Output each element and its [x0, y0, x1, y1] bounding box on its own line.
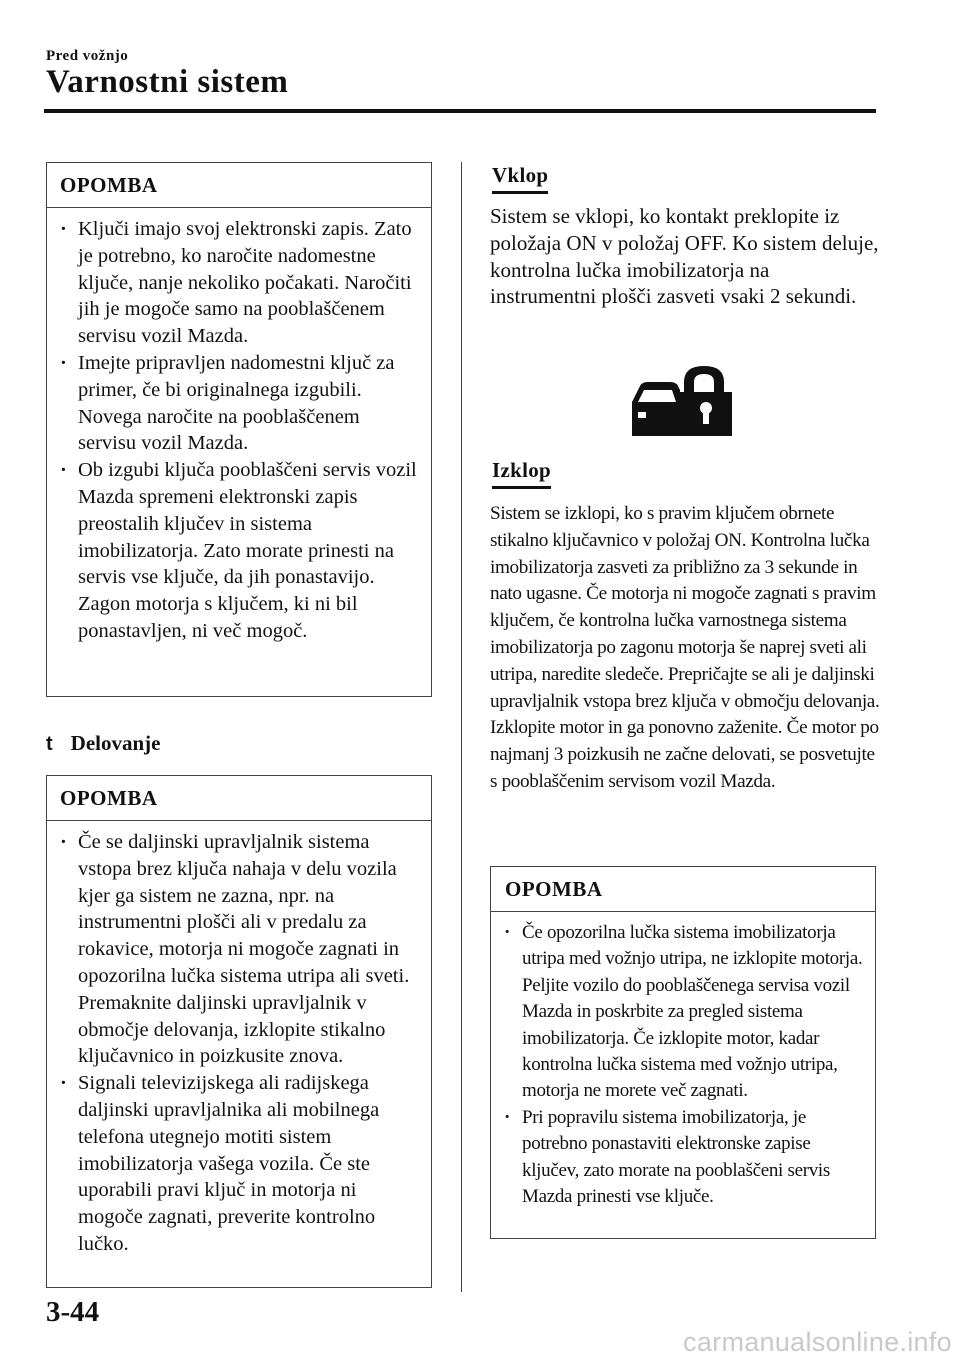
- section-marker: t: [46, 733, 53, 755]
- page-number: 3-44: [46, 1296, 100, 1328]
- note-item: · Signali televizijskega ali radijskega daljinski upravljalnika ali mobilnega telefona utegnejo motiti sistem imobilizatorja vašega vozila. Če ste uporabili pravi ključ in motorja ni mogoče zagnati, preverite kontrolno lučko.: [47, 1070, 421, 1258]
- note-label: OPOMBA: [47, 163, 431, 208]
- izklop-text: [490, 501, 880, 796]
- section-heading: [46, 731, 161, 756]
- immobilizer-warning-icon: [628, 362, 734, 438]
- vklop-paragraph: Sistem se vklopi, ko kontakt preklopite iz položaja ON v položaj OFF. Ko sistem deluje, kontrolna lučka imobilizatorja na instrumentni plošči zasveti vsaki 2 sekundi.: [490, 204, 879, 309]
- note-item: · Pri popravilu sistema imobilizatorja, je potrebno ponastaviti elektronske zapise ključev, zato morate na pooblaščeni servis Mazda prinesti vse ključe.: [491, 1105, 865, 1211]
- note-label: OPOMBA: [47, 776, 431, 821]
- header-section-label: Pred vožnjo: [46, 48, 129, 64]
- izklop-heading: Izklop: [492, 458, 551, 482]
- note-label: OPOMBA: [491, 867, 875, 912]
- note-item-extra: Zagon motorja s ključem, ki ni bil ponastavljen, ni več mogoč.: [78, 593, 358, 642]
- note-list: [491, 912, 875, 1218]
- note-item: · Če opozorilna lučka sistema imobilizatorja utripa med vožnjo utripa, ne izklopite motorja. Peljite vozilo do pooblaščenega servisa vozil Mazda in poskrbite za pregled sistema imobilizatorja. Če izklopite motor, kadar kontrolna lučka sistema med vožnjo utripa, motorja ne morete več zagnati.: [491, 920, 865, 1105]
- note-box-warning-light: [490, 866, 876, 1239]
- page-title: Varnostni sistem: [46, 64, 289, 100]
- note-box-keys: [46, 162, 432, 697]
- column-divider: [461, 162, 462, 1292]
- section-title: Delovanje: [70, 731, 161, 755]
- vklop-text: [490, 203, 880, 310]
- izklop-paragraph: Sistem se izklopi, ko s pravim ključem obrnete stikalno ključavnico v položaj ON. Kontrolna lučka imobilizatorja zasveti za približno za 3 sekunde in nato ugasne. Če motorja ni mogoče zagnati s pravim ključem, če kontrolna lučka varnostnega sistema imobilizatorja po zagonu motorja še naprej sveti ali utripa, naredite sledeče. Prepričajte se ali je daljinski upravljalnik vstopa brez ključa v območju delovanja. Izklopite motor in ga ponovno zaženite. Če motor po najmanj 3 poizkusih ne začne delovati, se posvetujte s pooblaščenim servisom vozil Mazda.: [490, 503, 880, 792]
- header-rule: [44, 109, 876, 113]
- note-item: · Imejte pripravljen nadomestni ključ za primer, če bi originalnega izgubili. Novega naročite na pooblaščenem servisu vozil Mazda.: [47, 350, 421, 457]
- note-item: · Če se daljinski upravljalnik sistema vstopa brez ključa nahaja v delu vozila kjer ga sistem ne zazna, npr. na instrumentni plošči ali v predalu za rokavice, motorja ni mogoče zagnati in opozorilna lučka sistema utripa ali sveti. Premaknite daljinski upravljalnik v območje delovanja, izklopite stikalno ključavnico in poizkusite znova.: [47, 829, 421, 1070]
- vklop-heading: Vklop: [492, 163, 549, 187]
- note-item-text: Ob izgubi ključa pooblaščeni servis vozil Mazda spremeni elektronski zapis preostalih ključev in sistema imobilizatorja. Zato morate prinesti na servis vse ključe, da jih ponastavijo.: [78, 459, 417, 589]
- note-list: [47, 208, 431, 653]
- note-box-operation: [46, 775, 432, 1288]
- note-item: · Ključi imajo svoj elektronski zapis. Zato je potrebno, ko naročite nadomestne ključe, nanje nekoliko počakati. Naročiti jih je mogoče samo na pooblaščenem servisu vozil Mazda.: [47, 216, 421, 350]
- note-item: [47, 457, 421, 645]
- watermark: carmanualsonline.info: [683, 1327, 952, 1357]
- note-list: [47, 821, 431, 1266]
